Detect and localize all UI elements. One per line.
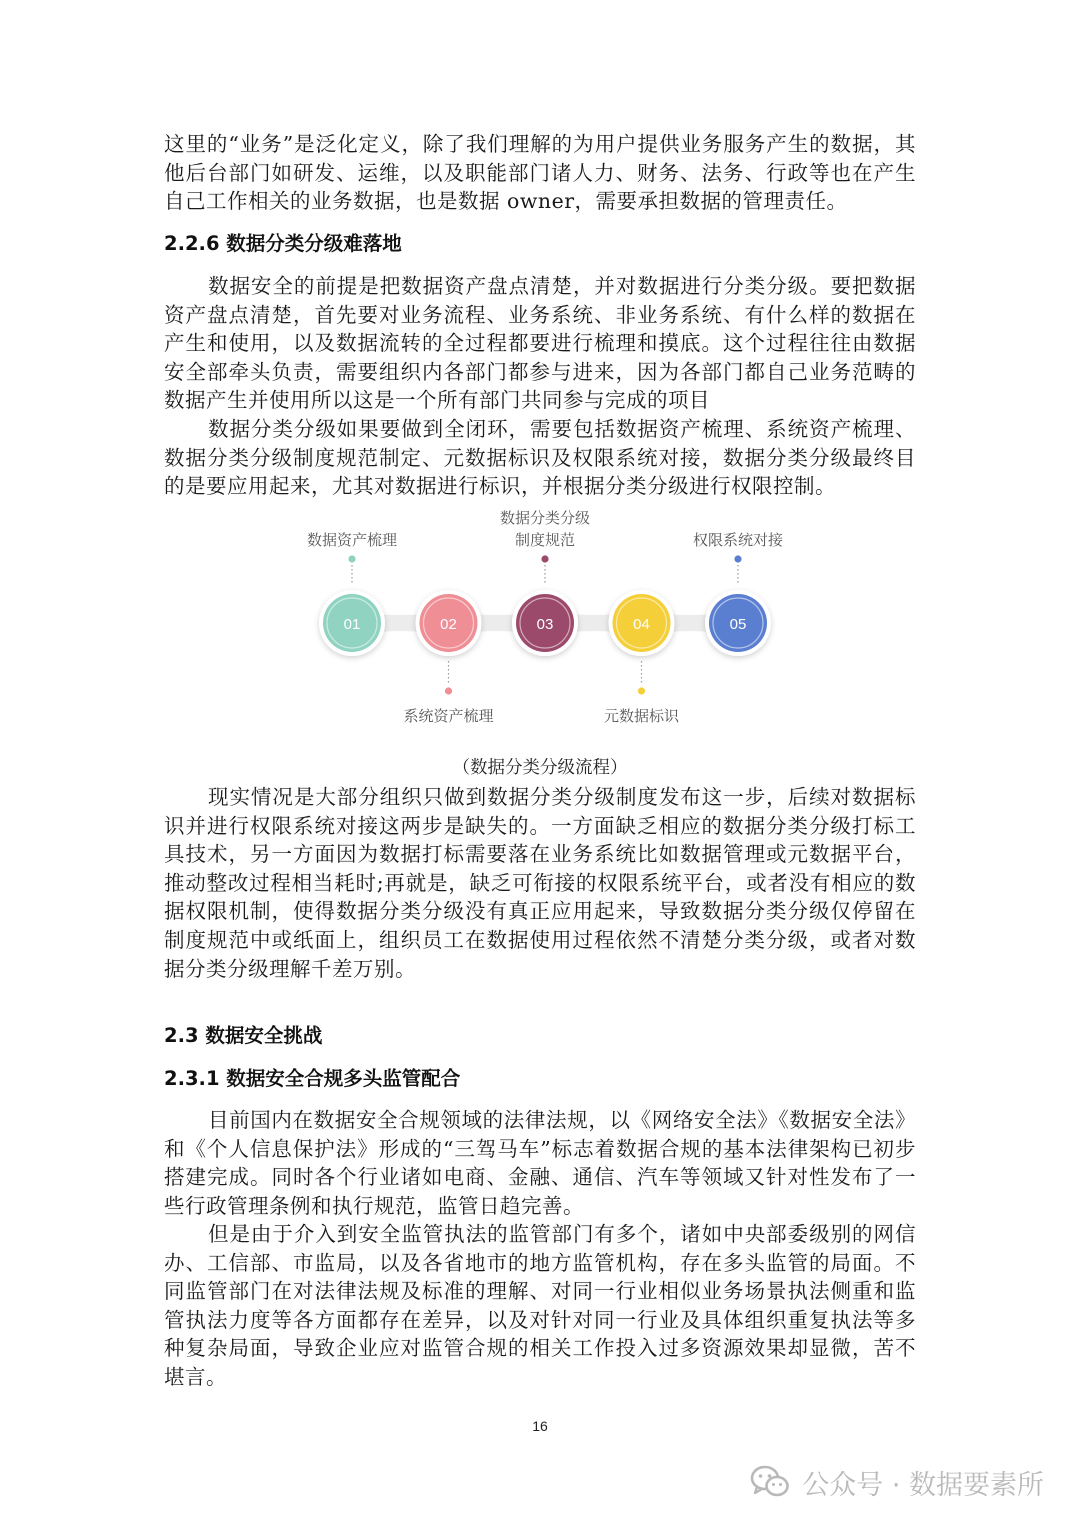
step-marker-dot: [445, 687, 452, 694]
section-heading-2-3: 2.3 数据安全挑战: [164, 1024, 323, 1047]
step-label: 数据资产梳理: [306, 531, 398, 549]
step-marker-dot: [734, 555, 741, 562]
intro-paragraph: 这里的“业务”是泛化定义，除了我们理解的为用户提供业务服务产生的数据，其他后台部门如研发、运维，以及职能部门诸人力、财务、法务、行政等也在产生自己工作相关的业务数据，也是数据 owner，需要承担数据的管理责任。: [164, 132, 916, 214]
section-2-3-1-paragraph-1: 目前国内在数据安全合规领域的法律法规，以《网络安全法》《数据安全法》和《个人信息保护法》形成的“三驾马车”标志着数据合规的基本法律架构已初步搭建完成。同时各个行业诸如电商、金融、通信、汽车等领域又针对性发布了一些行政管理条例和执行规范，监管日趋完善。: [164, 1108, 916, 1218]
watermark: [750, 1462, 1044, 1502]
step-label: 系统资产梳理: [403, 707, 494, 725]
flow-step-01: [307, 531, 397, 656]
wechat-icon: [750, 1465, 790, 1499]
flow-step-04: [604, 590, 680, 725]
step-number: 04: [633, 616, 650, 633]
section-heading-2-2-6: 2.2.6 数据分类分级难落地: [164, 232, 402, 255]
flow-steps: [307, 509, 783, 725]
step-marker-dot: [638, 687, 645, 694]
step-label: 制度规范: [514, 531, 576, 549]
step-marker-dot: [348, 555, 355, 562]
step-label: 权限系统对接: [692, 531, 784, 549]
step-number: 01: [343, 616, 361, 633]
section-2-2-6-paragraph-2: 数据分类分级如果要做到全闭环，需要包括数据资产梳理、系统资产梳理、数据分类分级制度规范制定、元数据标识及权限系统对接，数据分类分级最终目的是要应用起来，尤其对数据进行标识，并根据分类分级进行权限控制。: [164, 417, 916, 499]
step-marker-dot: [541, 555, 548, 562]
watermark-text: 公众号 · 数据要素所: [802, 1469, 1044, 1501]
diagram-caption: （数据分类分级流程）: [452, 758, 628, 778]
flow-step-05: [693, 531, 783, 656]
classification-flow-diagram: [0, 505, 1080, 745]
step-number: 03: [536, 616, 554, 633]
section-2-2-6-paragraph-3: 现实情况是大部分组织只做到数据分类分级制度发布这一步，后续对数据标识并进行权限系统对接这两步是缺失的。一方面缺乏相应的数据分类分级打标工具技术，另一方面因为数据打标需要落在业务系统比如数据管理或元数据平台，推动整改过程相当耗时;再就是，缺乏可衔接的权限系统平台，或者没有相应的数据权限机制，使得数据分类分级没有真正应用起来，导致数据分类分级仅停留在制度规范中或纸面上，组织员工在数据使用过程依然不清楚分类分级，或者对数据分类分级理解千差万别。: [164, 785, 916, 981]
section-2-3-1-paragraph-2: 但是由于介入到安全监管执法的监管部门有多个，诸如中央部委级别的网信办、工信部、市监局，以及各省地市的地方监管机构，存在多头监管的局面。不同监管部门在对法律法规及标准的理解、对同一行业相似业务场景执法侧重和监管执法力度等各方面都存在差异，以及对针对同一行业及具体组织重复执法等多种复杂局面，导致企业应对监管合规的相关工作投入过多资源效果却显微，苦不堪言。: [164, 1222, 916, 1389]
section-2-2-6-paragraph-1: 数据安全的前提是把数据资产盘点清楚，并对数据进行分类分级。要把数据资产盘点清楚，首先要对业务流程、业务系统、非业务系统、有什么样的数据在产生和使用，以及数据流转的全过程都要进行梳理和摸底。这个过程往往由数据安全部牵头负责，需要组织内各部门都参与进来，因为各部门都自己业务范畴的数据产生并使用所以这是一个所有部门共同参与完成的项目: [164, 274, 916, 413]
step-label: 数据分类分级: [499, 509, 591, 527]
step-label: 元数据标识: [603, 707, 680, 725]
flow-step-03: [500, 509, 590, 656]
step-number: 02: [440, 616, 457, 633]
step-number: 05: [729, 616, 747, 633]
page-number: 16: [532, 1418, 548, 1434]
section-heading-2-3-1: 2.3.1 数据安全合规多头监管配合: [164, 1067, 461, 1090]
flow-step-02: [403, 590, 493, 725]
